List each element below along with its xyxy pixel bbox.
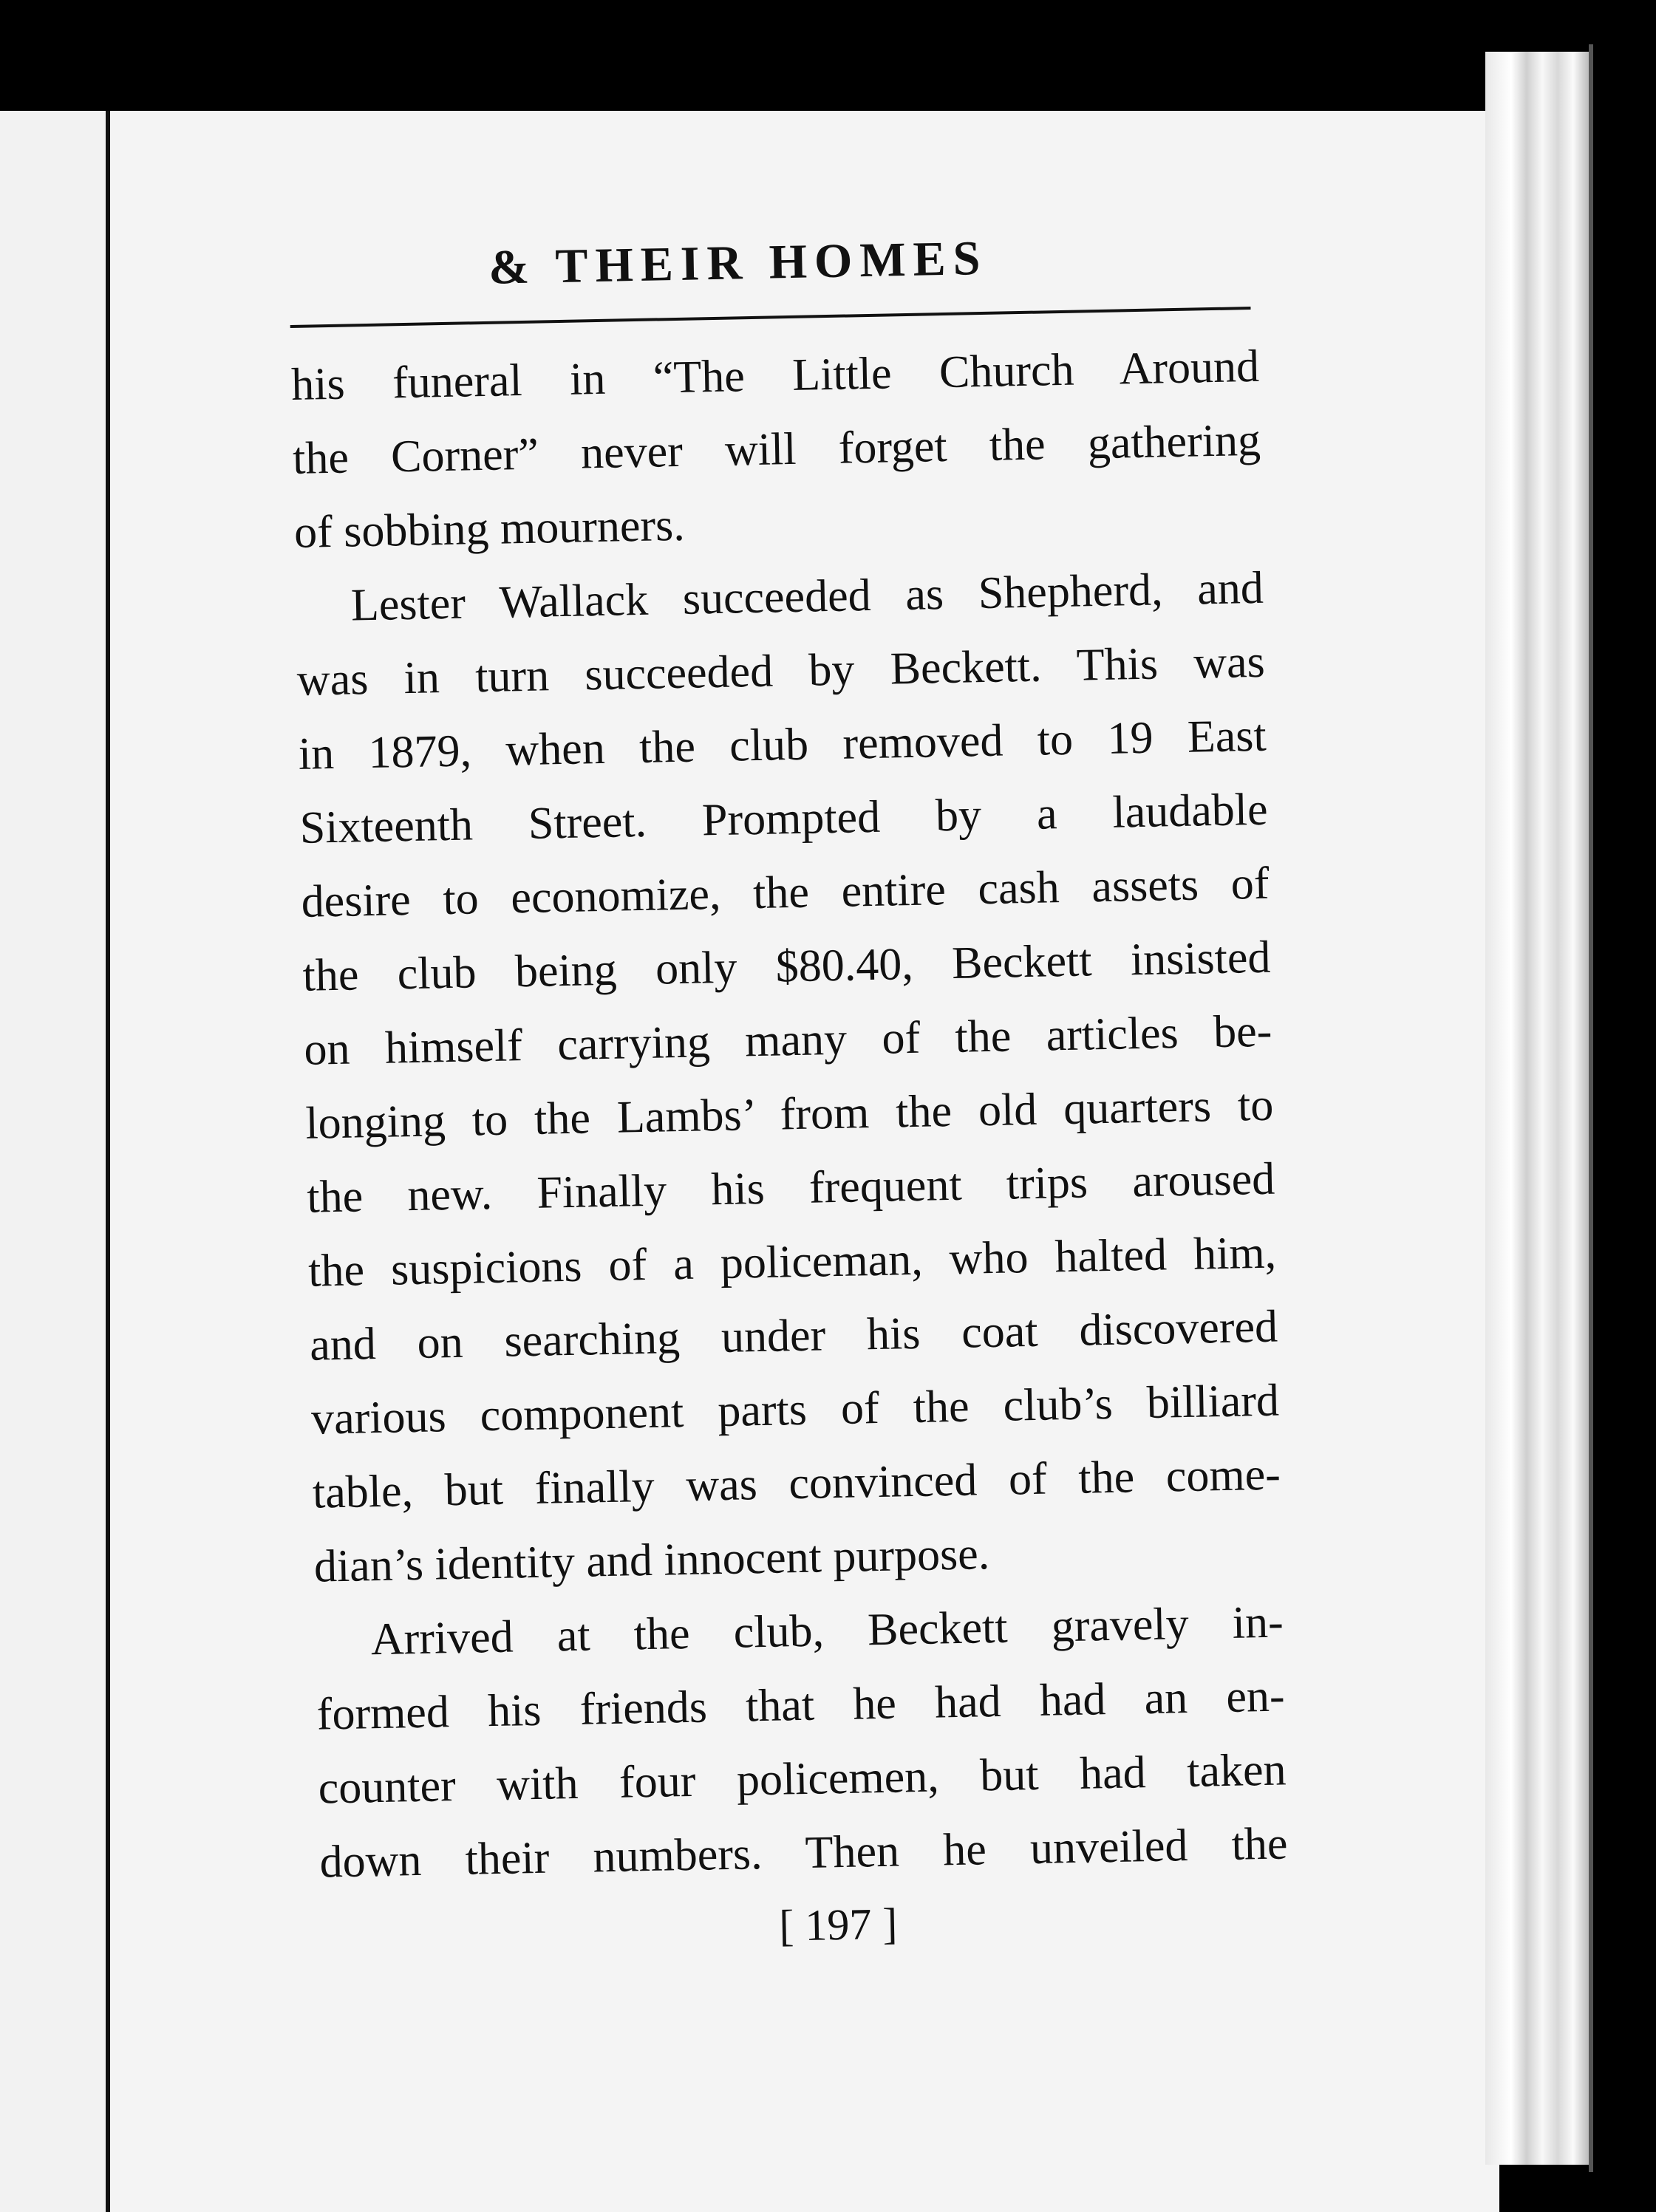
text-line: on himself carrying many of the articles be- bbox=[303, 1006, 1272, 1075]
text-line: Arrived at the club, Beckett gravely in- bbox=[370, 1597, 1284, 1665]
text-line: counter with four policemen, but had taken bbox=[318, 1744, 1287, 1814]
cover-edge bbox=[1589, 44, 1593, 2172]
text-line: dian’s identity and innocent purpose. bbox=[313, 1529, 990, 1592]
text-line: his funeral in “The Little Church Around bbox=[290, 341, 1260, 410]
text-line: longing to the Lambs’ from the old quarters to bbox=[304, 1079, 1274, 1149]
page-text-block bbox=[288, 202, 1356, 1950]
text-line: Lester Wallack succeeded as Shepherd, and bbox=[350, 562, 1264, 631]
header-rule bbox=[290, 307, 1251, 328]
text-line: desire to economize, the entire cash assets of bbox=[301, 858, 1270, 927]
text-line: various component parts of the club’s billiard bbox=[310, 1375, 1280, 1444]
text-line: the club being only $80.40, Beckett insisted bbox=[301, 932, 1272, 1001]
text-line: down their numbers. Then he unveiled the bbox=[318, 1818, 1289, 1888]
running-head: & THEIR HOMES bbox=[488, 231, 989, 295]
page-number: [ 197 ] bbox=[778, 1899, 898, 1950]
text-line: the suspicions of a policeman, who halted him, bbox=[307, 1227, 1277, 1297]
text-line: the new. Finally his frequent trips aroused bbox=[306, 1153, 1275, 1223]
text-line: in 1879, when the club removed to 19 East bbox=[298, 710, 1267, 779]
text-line: and on searching under his coat discovered bbox=[309, 1301, 1278, 1370]
text-line: formed his friends that he had had an en- bbox=[316, 1670, 1286, 1740]
text-line: the Corner” never will forget the gathering bbox=[292, 414, 1261, 484]
text-line: of sobbing mourners. bbox=[293, 499, 686, 558]
text-line: Sixteenth Street. Prompted by a laudable bbox=[299, 784, 1269, 853]
text-line: table, but finally was convinced of the come- bbox=[312, 1449, 1281, 1518]
text-line: was in turn succeeded by Beckett. This was bbox=[296, 636, 1266, 706]
page-stack-edges bbox=[1485, 52, 1589, 2165]
facing-page-edge bbox=[0, 111, 109, 2212]
